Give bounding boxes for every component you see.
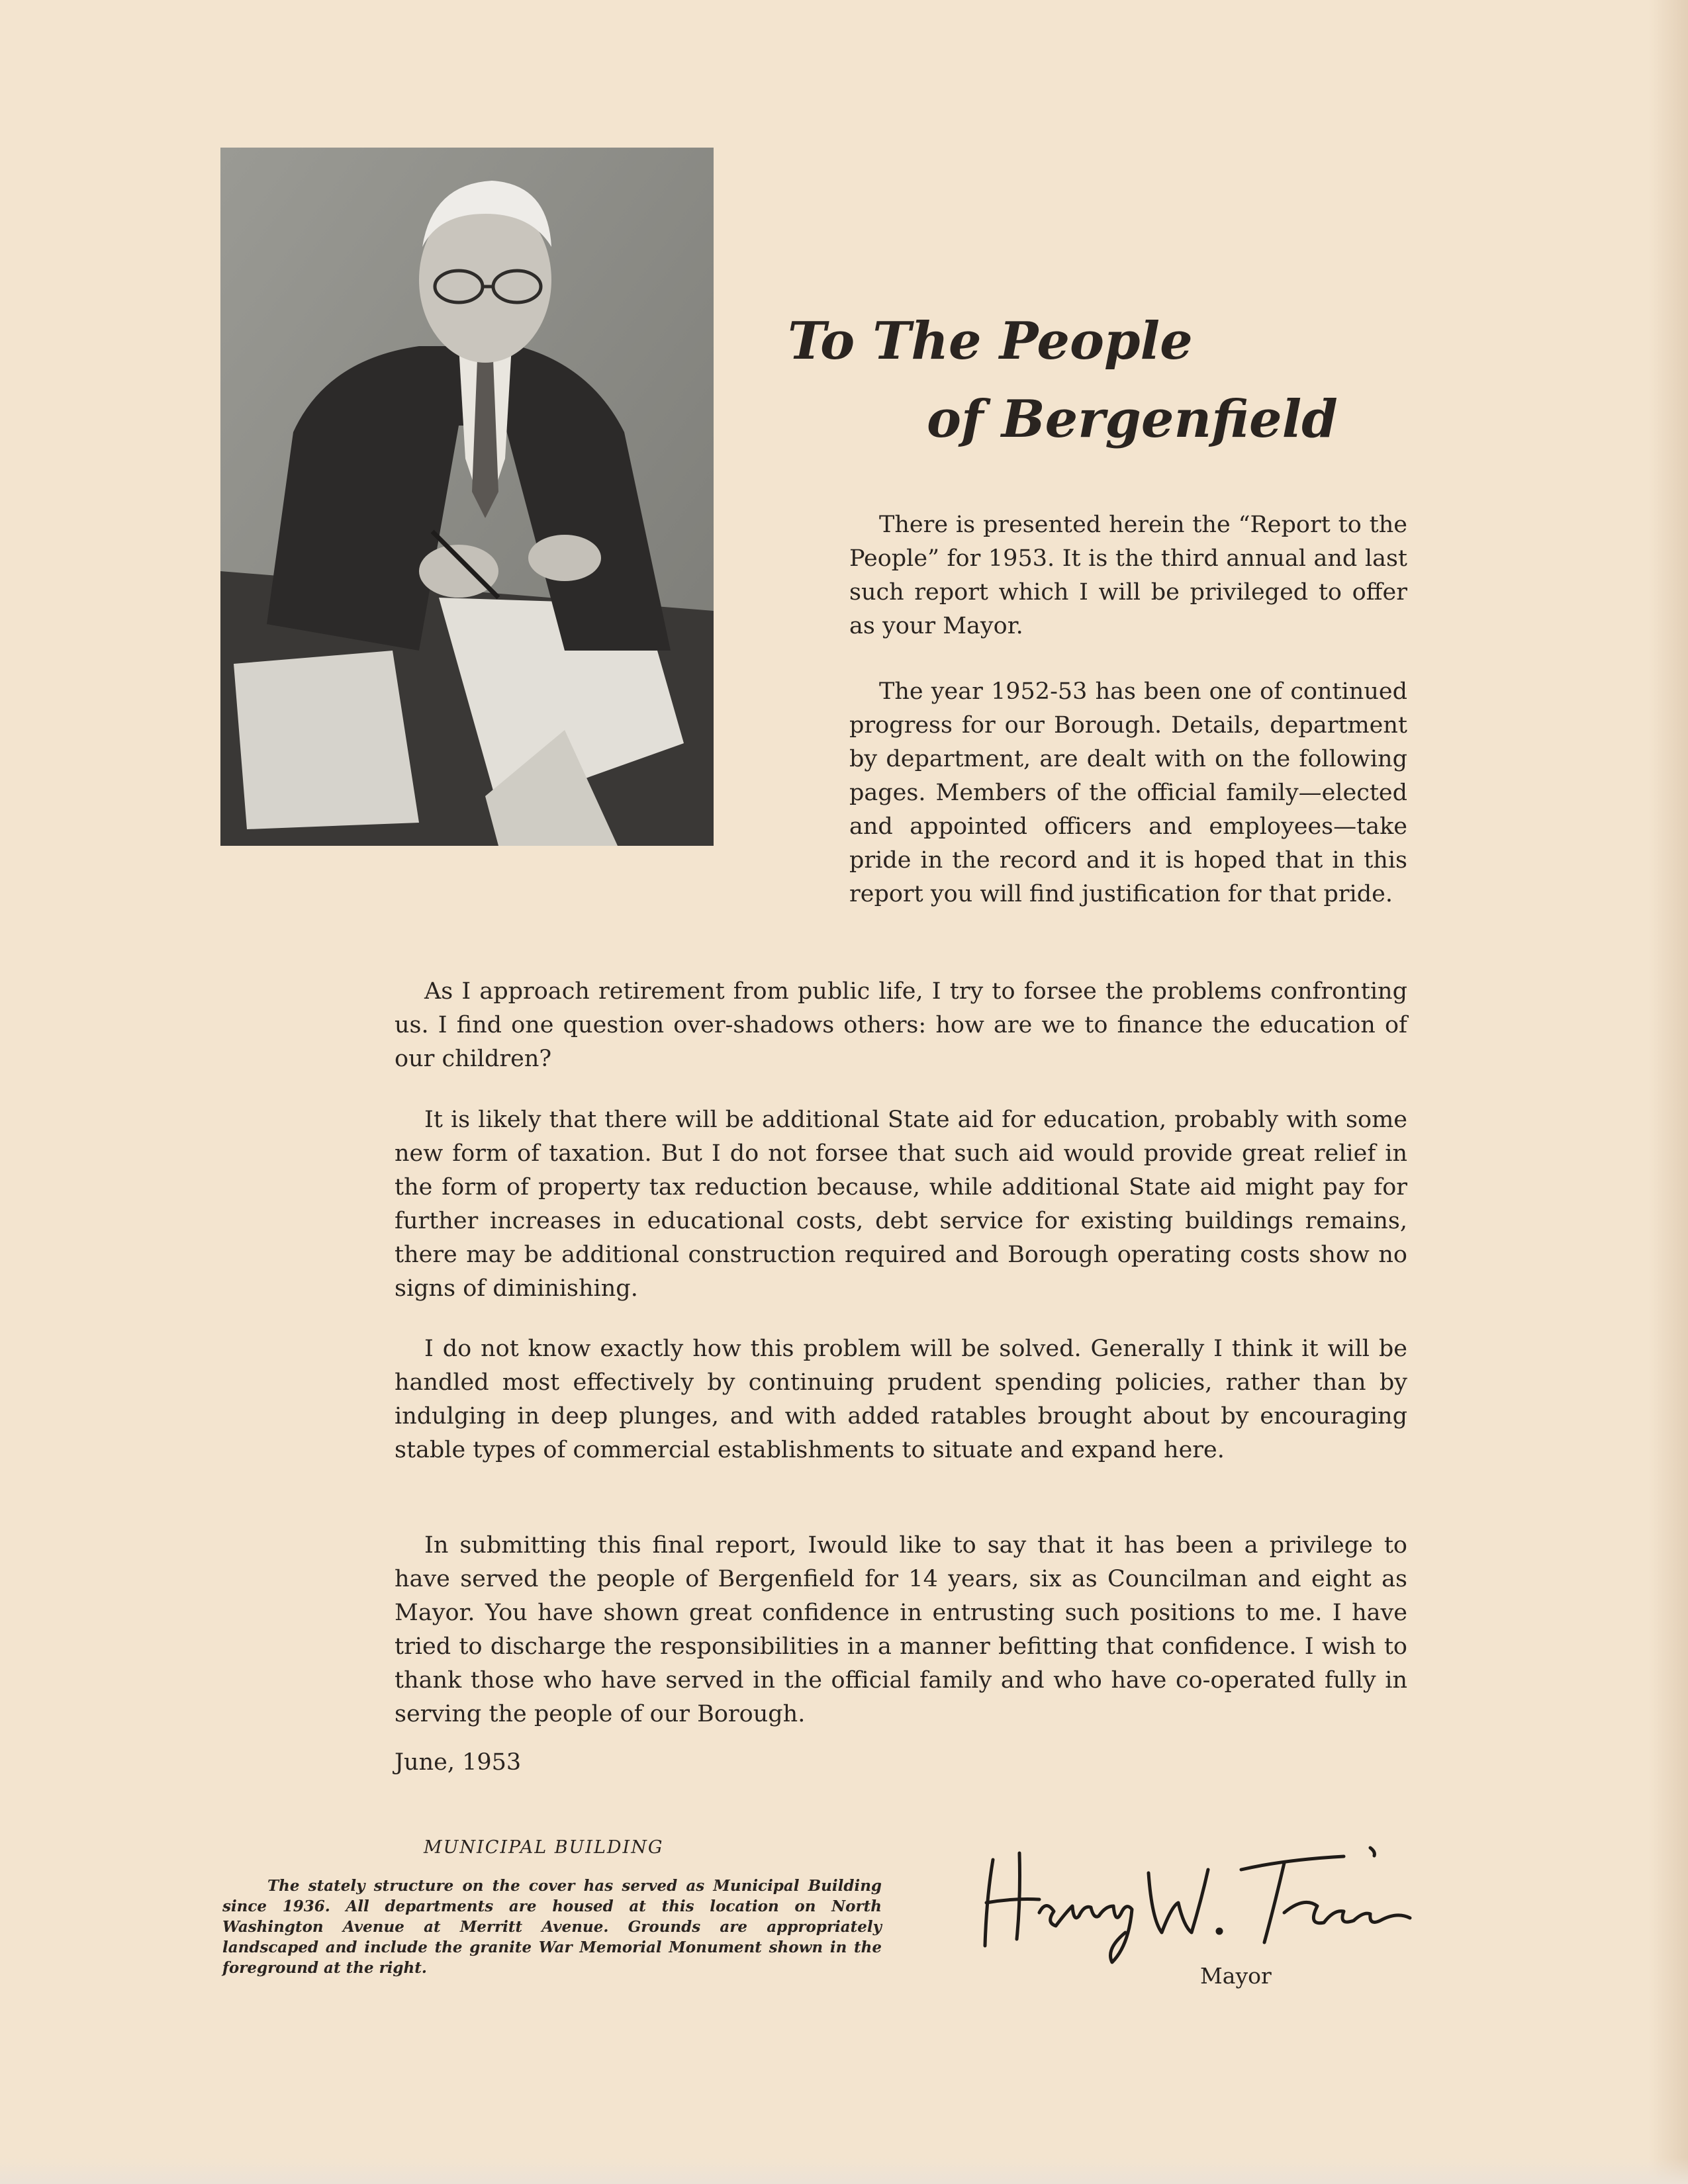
- letter-date: June, 1953: [395, 1749, 522, 1776]
- letter-heading: [761, 311, 1357, 477]
- caption-title: MUNICIPAL BUILDING: [424, 1837, 664, 1858]
- mayor-photo: [220, 148, 714, 846]
- paragraph-2: The year 1952-53 has been one of continued progress for our Borough. Details, department by department, are dealt with on the following pages. Members of the official family—elected and appointed officers and employees—take pride in the record and it is hoped that in this report you will find justification for that pride.: [849, 678, 1407, 907]
- signature-title: Mayor: [1200, 1963, 1272, 1989]
- heading-line-1: To The People: [788, 311, 1193, 371]
- page-bottom-edge: [0, 2158, 1688, 2184]
- paragraph-4: It is likely that there will be additional State aid for education, probably with some new form of taxation. But I do not forsee that such aid would provide great relief in the form of property tax reduction because, while additional State aid might pay for further increases in educational costs, debt service for existing buildings remains, there may be additional construction required and Borough operating costs show no signs of diminishing.: [395, 1107, 1407, 1302]
- paragraph-1: There is presented herein the “Report to the People” for 1953. It is the third annual and last such report which I will be privileged to offer as your Mayor.: [849, 512, 1407, 639]
- page-edge-shadow: [1648, 0, 1688, 2184]
- heading-line-2: of Bergenfield: [927, 389, 1338, 449]
- caption-body: The stately structure on the cover has served as Municipal Building since 1936. All departments are housed at this location on North Washington Avenue at Merritt Avenue. Grounds are appropriately landscaped and include the granite War Memorial Monument shown in the foreground at the right.: [222, 1877, 882, 1977]
- paragraph-5: I do not know exactly how this problem will be solved. Generally I think it will be handled most effectively by continuing prudent spending policies, rather than by indulging in deep plunges, and with added ratables brought about by encouraging stable types of commercial establishments to situate and expand here.: [395, 1336, 1407, 1463]
- paragraph-6: In submitting this final report, Iwould like to say that it has been a privilege to have served the people of Bergenfield for 14 years, six as Councilman and eight as Mayor. You have shown great confidence in entrusting such positions to me. I have tried to discharge the responsibilities in a manner befitting that confidence. I wish to thank those who have served in the official family and who have co-operated fully in serving the people of our Borough.: [395, 1532, 1407, 1727]
- handwritten-signature: [973, 1833, 1423, 1966]
- paragraph-3: As I approach retirement from public life, I try to forsee the problems confronting us. I find one question over-shadows others: how are we to finance the education of our children?: [395, 978, 1407, 1072]
